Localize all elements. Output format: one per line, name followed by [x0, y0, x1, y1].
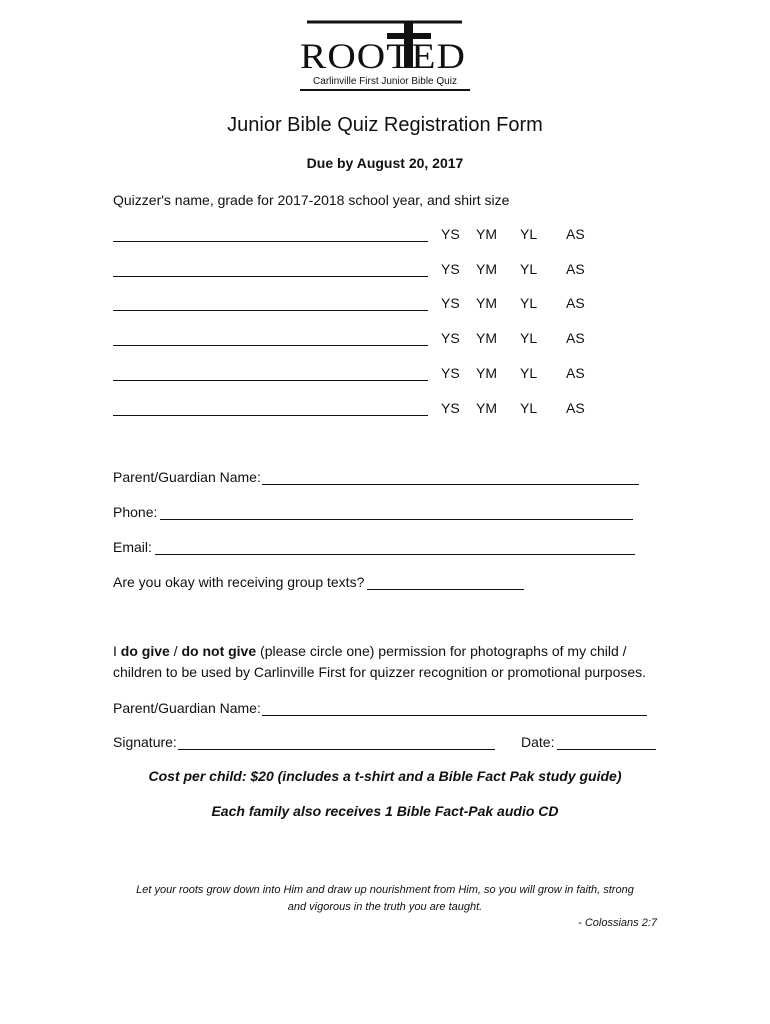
shirt-size-option[interactable]: YL	[520, 364, 538, 381]
shirt-size-option[interactable]: YM	[476, 364, 497, 381]
parent-name-field-2[interactable]	[262, 715, 647, 716]
cost-note: Cost per child: $20 (includes a t-shirt and a Bible Fact Pak study guide)	[148, 768, 622, 784]
permission-give-option[interactable]: do give	[120, 643, 170, 659]
quizzer-name-field[interactable]	[113, 310, 428, 311]
shirt-size-option[interactable]: AS	[566, 260, 585, 277]
permission-prefix: I	[113, 643, 121, 659]
shirt-size-option[interactable]: YS	[441, 295, 460, 312]
permission-rest: (please circle one) permission for photographs of my child /	[256, 643, 627, 659]
verse-line-1: Let your roots grow down into Him and draw up nourishment from Him, so you will grow in faith, strong	[136, 884, 634, 896]
parent-name-field[interactable]	[262, 484, 639, 485]
group-texts-label: Are you okay with receiving group texts?	[113, 574, 365, 590]
shirt-size-option[interactable]: YM	[476, 399, 497, 416]
shirt-size-option[interactable]: AS	[566, 295, 585, 312]
shirt-size-option[interactable]: YM	[476, 295, 497, 312]
shirt-size-option[interactable]: YL	[520, 295, 538, 312]
rooted-logo	[290, 18, 480, 98]
permission-line-1	[113, 643, 627, 659]
shirt-size-option[interactable]: YL	[520, 399, 538, 416]
shirt-size-option[interactable]: YM	[476, 226, 497, 242]
quizzer-name-field[interactable]	[113, 380, 428, 381]
quizzer-name-field[interactable]	[113, 415, 428, 416]
phone-field[interactable]	[160, 519, 633, 520]
shirt-size-option[interactable]: YS	[441, 330, 460, 347]
verse-reference: - Colossians 2:7	[578, 917, 657, 929]
shirt-size-option[interactable]: AS	[566, 399, 585, 416]
date-field[interactable]	[557, 749, 656, 750]
signature-label: Signature:	[113, 734, 177, 750]
group-texts-field[interactable]	[367, 589, 524, 590]
shirt-size-option[interactable]: YM	[476, 330, 497, 347]
quizzer-name-field[interactable]	[113, 241, 428, 242]
shirt-size-option[interactable]: YS	[441, 364, 460, 381]
logo-wordmark: ROOTED	[300, 36, 466, 76]
permission-not-give-option[interactable]: do not give	[181, 643, 257, 659]
email-field[interactable]	[155, 554, 635, 555]
due-date: Due by August 20, 2017	[306, 155, 464, 171]
shirt-size-option[interactable]: AS	[566, 364, 585, 381]
quizzer-name-field[interactable]	[113, 276, 428, 277]
shirt-size-option[interactable]: AS	[566, 330, 585, 347]
permission-line-2: children to be used by Carlinville First for quizzer recognition or promotional purposes.	[113, 664, 647, 680]
shirt-size-option[interactable]: YL	[520, 330, 538, 347]
shirt-size-option[interactable]: YS	[441, 226, 460, 242]
shirt-size-option[interactable]: YM	[476, 260, 497, 277]
verse-line-2: and vigorous in the truth you are taught.	[287, 901, 483, 913]
email-label: Email:	[113, 539, 152, 555]
shirt-size-option[interactable]: AS	[566, 226, 585, 242]
quizzer-prompt: Quizzer's name, grade for 2017-2018 school year, and shirt size	[113, 192, 510, 208]
shirt-size-option[interactable]: YL	[520, 226, 538, 242]
logo-subtitle: Carlinville First Junior Bible Quiz	[313, 76, 457, 87]
shirt-size-option[interactable]: YL	[520, 260, 538, 277]
phone-label: Phone:	[113, 504, 158, 520]
signature-field[interactable]	[178, 749, 495, 750]
permission-slash: /	[169, 643, 182, 659]
parent-name-label-2: Parent/Guardian Name:	[113, 700, 261, 716]
shirt-size-option[interactable]: YS	[441, 260, 460, 277]
form-title: Junior Bible Quiz Registration Form	[227, 114, 543, 136]
family-note: Each family also receives 1 Bible Fact-Pak audio CD	[211, 803, 559, 819]
quizzer-name-field[interactable]	[113, 345, 428, 346]
parent-name-label: Parent/Guardian Name:	[113, 469, 261, 485]
rooted-logo-graphic	[290, 18, 480, 98]
date-label: Date:	[521, 734, 555, 750]
shirt-size-option[interactable]: YS	[441, 399, 460, 416]
